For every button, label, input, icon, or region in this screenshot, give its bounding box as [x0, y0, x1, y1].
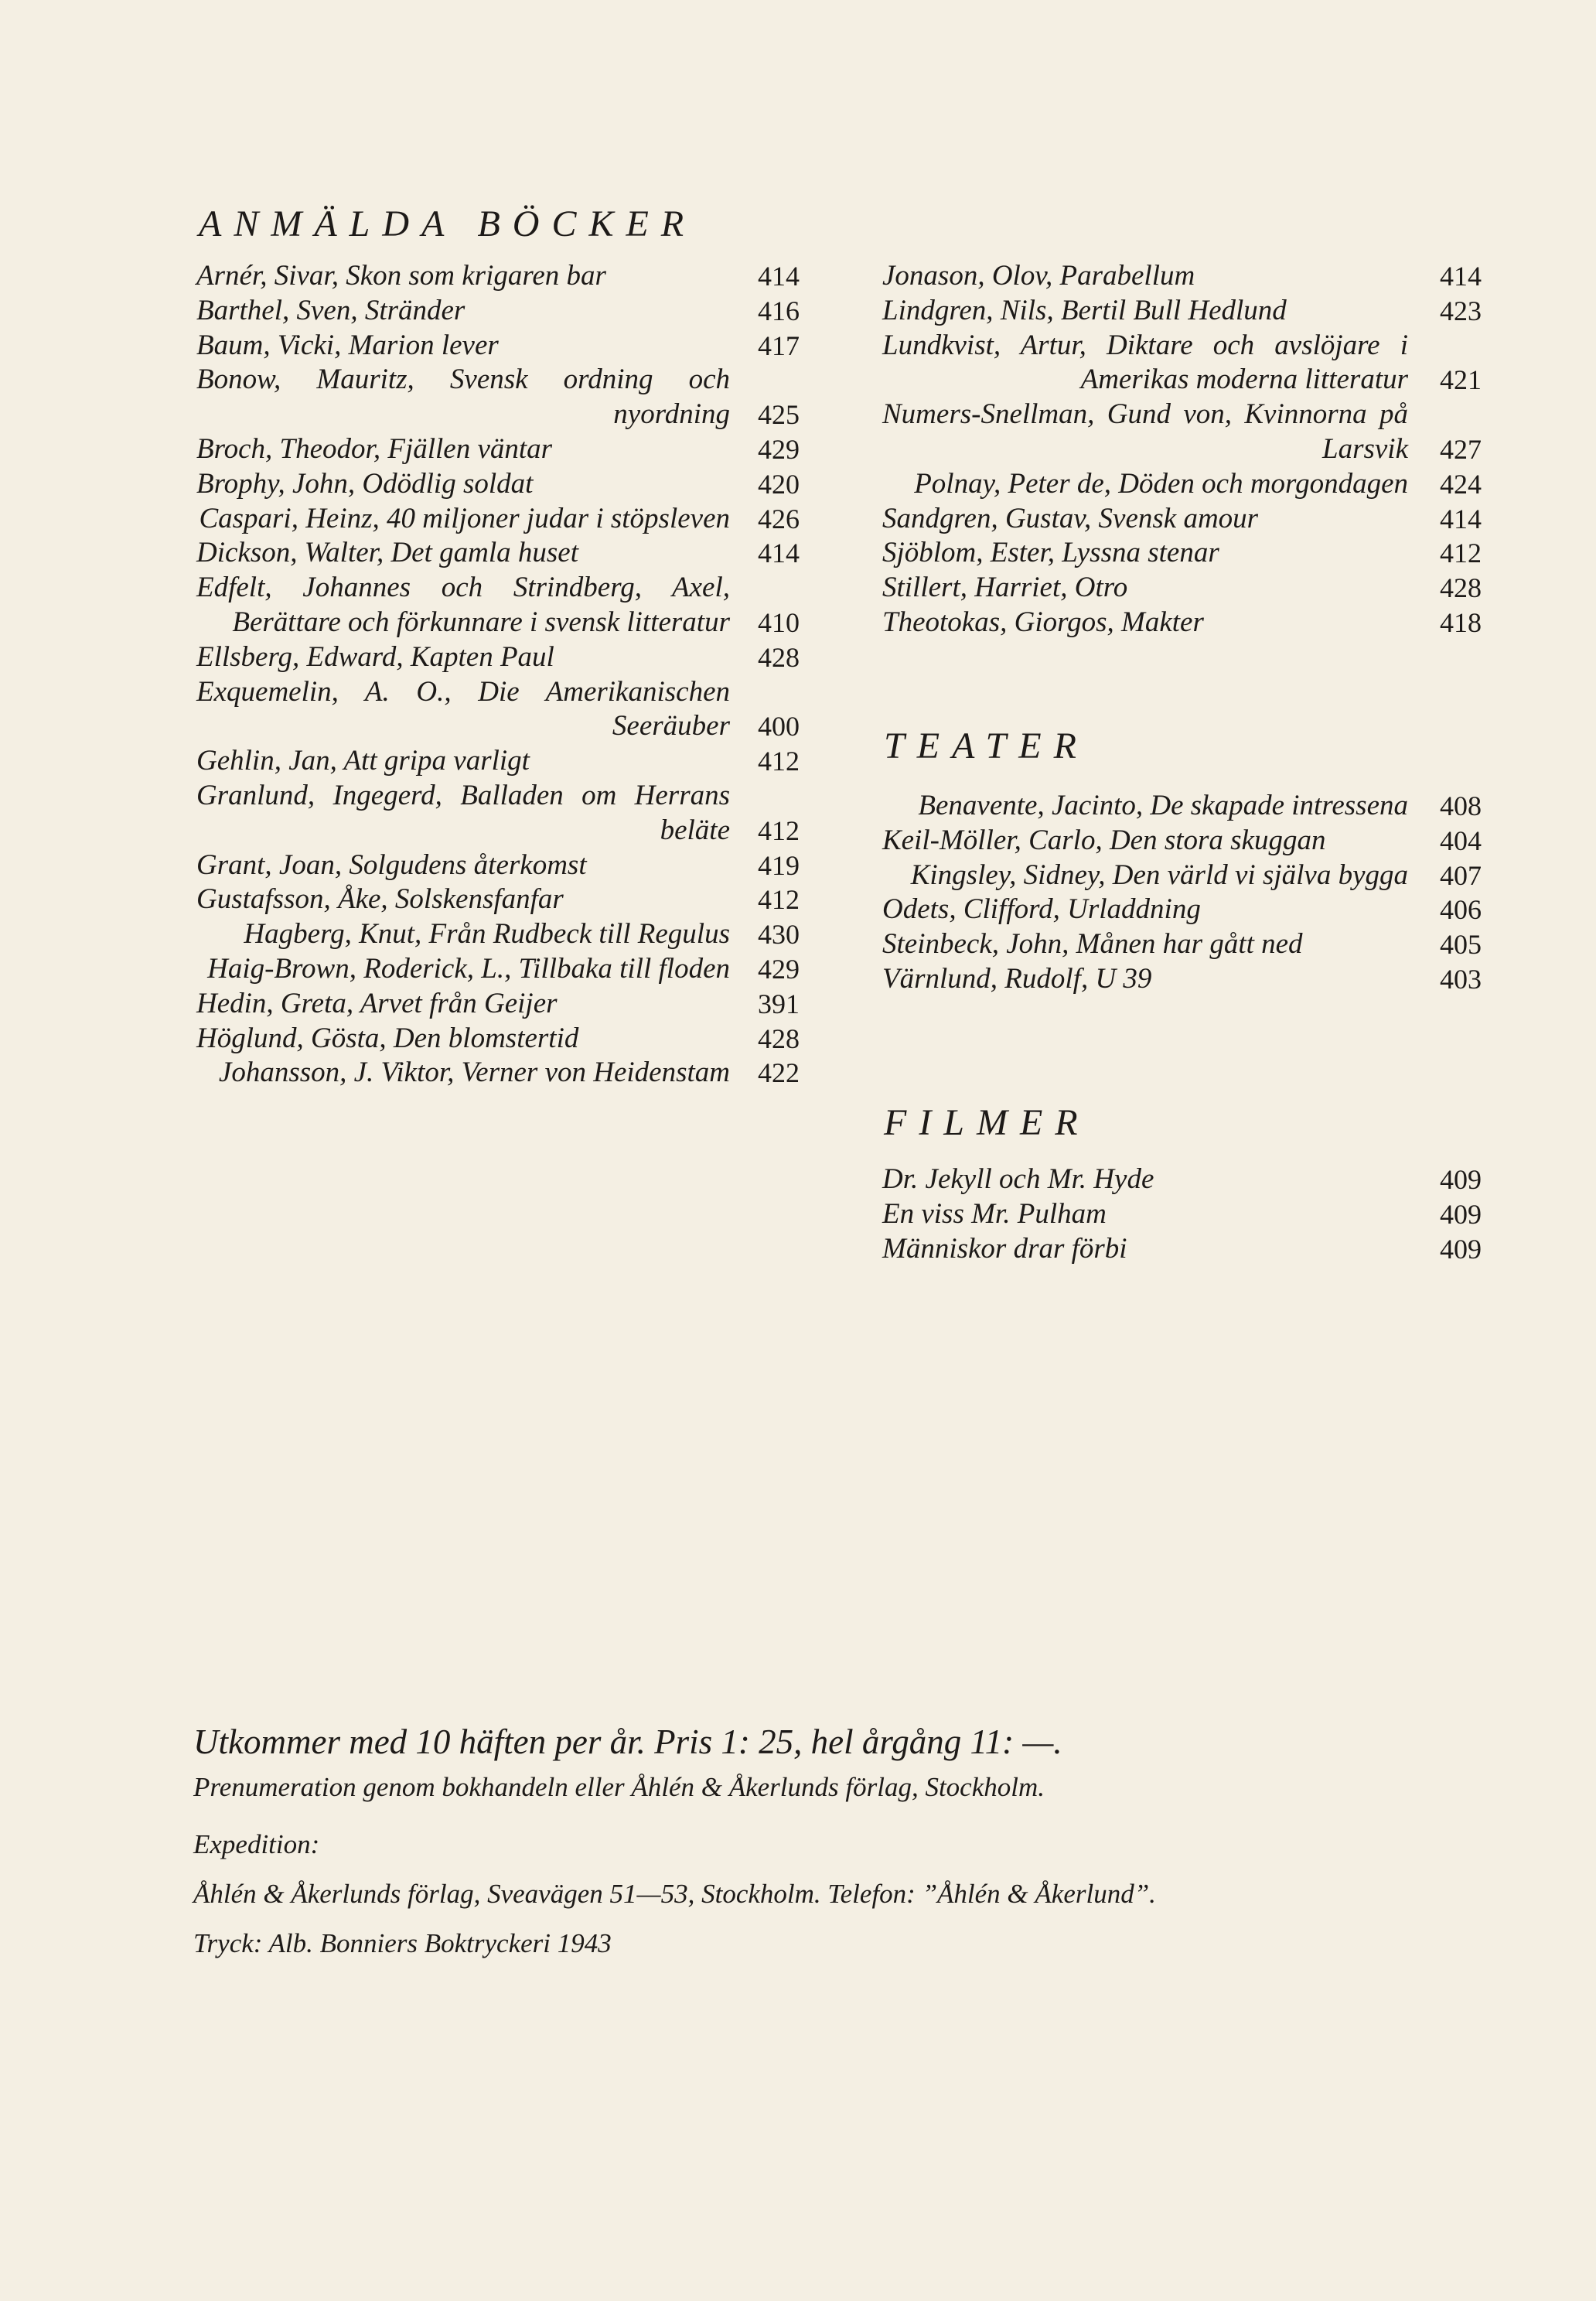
book-entry: [196, 571, 800, 640]
entry-text: Steinbeck, John, Månen har gått ned: [882, 928, 1303, 961]
teater-entry: [882, 962, 1482, 997]
entry-text: Bonow, Mauritz, Svensk ordning och nyordning: [196, 364, 730, 431]
teater-entry: [882, 859, 1482, 893]
entry-text: Gehlin, Jan, Att gripa varligt: [196, 745, 530, 777]
book-entry: [882, 536, 1482, 571]
page-number: 419: [758, 849, 800, 881]
entry-text: Kingsley, Sidney, Den värld vi själva bygga: [910, 859, 1408, 891]
imprint-footer: [193, 1719, 1156, 1963]
teater-heading: TEATER: [884, 725, 1089, 766]
entry-text: Dr. Jekyll och Mr. Hyde: [882, 1163, 1154, 1195]
book-entry: [196, 779, 800, 848]
entry-text: Odets, Clifford, Urladdning: [882, 893, 1201, 926]
page-number: 409: [1440, 1233, 1482, 1265]
book-entry: [196, 987, 800, 1022]
page-number: 414: [758, 261, 800, 292]
book-entry: [882, 571, 1482, 606]
book-entry: [882, 606, 1482, 640]
page-number: 403: [1440, 963, 1482, 995]
expedition-address: Åhlén & Åkerlunds förlag, Sveavägen 51—53, Stockholm. Telefon: ”Åhlén & Åkerlund”.: [193, 1879, 1156, 1909]
teater-entry: [882, 824, 1482, 859]
entry-text: Dickson, Walter, Det gamla huset: [196, 537, 578, 569]
page-number: 426: [758, 503, 800, 534]
page-number: 425: [758, 399, 800, 431]
page-number: 410: [758, 606, 800, 638]
book-entry: [882, 294, 1482, 329]
expedition-label: Expedition:: [193, 1829, 320, 1859]
book-entry: [196, 917, 800, 952]
page-number: 409: [1440, 1198, 1482, 1230]
book-entry: [196, 1056, 800, 1091]
page-number: 407: [1440, 859, 1482, 891]
page-number: 409: [1440, 1164, 1482, 1195]
page-number: 405: [1440, 929, 1482, 961]
teater-entry: [882, 893, 1482, 927]
entry-text: Keil-Möller, Carlo, Den stora skuggan: [882, 824, 1326, 856]
entry-text: Jonason, Olov, Parabellum: [882, 260, 1195, 292]
book-entry: [196, 329, 800, 364]
teater-column: [882, 789, 1482, 997]
entry-text: Sjöblom, Ester, Lyssna stenar: [882, 537, 1219, 569]
page-number: 404: [1440, 824, 1482, 856]
book-entry: [882, 398, 1482, 467]
page-number: 417: [758, 329, 800, 361]
books-right-column: [882, 259, 1482, 640]
entry-text: Ellsberg, Edward, Kapten Paul: [196, 640, 554, 673]
book-entry: [196, 952, 800, 987]
book-entry: [882, 467, 1482, 502]
page-number: 412: [758, 814, 800, 846]
book-entry: [196, 502, 800, 537]
entry-text: Värnlund, Rudolf, U 39: [882, 962, 1152, 995]
entry-text: Broch, Theodor, Fjällen väntar: [196, 432, 553, 465]
page-number: 414: [1440, 261, 1482, 292]
page-number: 427: [1440, 433, 1482, 465]
entry-text: Brophy, John, Odödlig soldat: [196, 467, 534, 500]
page-number: 416: [758, 295, 800, 326]
book-entry: [196, 432, 800, 467]
page-number: 428: [1440, 572, 1482, 604]
page-number: 422: [758, 1057, 800, 1089]
entry-text: Lindgren, Nils, Bertil Bull Hedlund: [882, 294, 1287, 326]
page-number: 421: [1440, 364, 1482, 396]
book-entry: [196, 640, 800, 675]
book-entry: [196, 536, 800, 571]
page-number: 412: [758, 884, 800, 916]
book-entry: [882, 259, 1482, 294]
entry-text: Theotokas, Giorgos, Makter: [882, 606, 1204, 638]
page-number: 412: [1440, 538, 1482, 569]
page-number: 414: [758, 538, 800, 569]
entry-text: Hagberg, Knut, Från Rudbeck till Regulus: [244, 918, 730, 951]
entry-text: Benavente, Jacinto, De skapade intressena: [918, 790, 1408, 821]
filmer-entry: [882, 1197, 1482, 1232]
page-number: 423: [1440, 295, 1482, 326]
page-number: 400: [758, 711, 800, 743]
entry-text: Grant, Joan, Solgudens återkomst: [196, 848, 587, 881]
filmer-column: [882, 1162, 1482, 1266]
page-number: 418: [1440, 606, 1482, 638]
filmer-entry: [882, 1162, 1482, 1197]
entry-text: Haig-Brown, Roderick, L., Tillbaka till floden: [207, 952, 730, 985]
entry-text: Stillert, Harriet, Otro: [882, 572, 1128, 604]
entry-text: Hedin, Greta, Arvet från Geijer: [196, 987, 558, 1019]
page-number: 424: [1440, 468, 1482, 500]
entry-text: Höglund, Gösta, Den blomstertid: [196, 1022, 579, 1054]
page-number: 429: [758, 433, 800, 465]
teater-entry: [882, 927, 1482, 962]
book-entry: [196, 744, 800, 779]
page-number: 428: [758, 641, 800, 673]
page-number: 429: [758, 953, 800, 985]
page-number: 408: [1440, 790, 1482, 821]
entry-text: Barthel, Sven, Stränder: [196, 294, 466, 326]
publication-info: Utkommer med 10 häften per år. Pris 1: 25, hel årgång 11: —.: [193, 1722, 1062, 1761]
book-entry: [196, 675, 800, 745]
entry-text: En viss Mr. Pulham: [882, 1197, 1107, 1230]
book-entry: [196, 294, 800, 329]
entry-text: Lundkvist, Artur, Diktare och avslöjare i Amerikas moderna litteratur: [882, 329, 1408, 396]
entry-text: Arnér, Sivar, Skon som krigaren bar: [196, 260, 606, 292]
book-entry: [882, 502, 1482, 537]
teater-entry: [882, 789, 1482, 824]
entry-text: Gustafsson, Åke, Solskensfanfar: [196, 883, 564, 916]
entry-text: Johansson, J. Viktor, Verner von Heidenstam: [218, 1057, 730, 1089]
book-entry: [196, 883, 800, 917]
book-entry: [882, 329, 1482, 398]
book-entry: [196, 467, 800, 502]
filmer-heading: FILMER: [884, 1102, 1090, 1143]
entry-text: Polnay, Peter de, Döden och morgondagen: [914, 467, 1408, 500]
book-entry: [196, 363, 800, 432]
entry-text: Numers-Snellman, Gund von, Kvinnorna på Larsvik: [882, 398, 1408, 465]
books-heading: ANMÄLDA BÖCKER: [199, 203, 697, 244]
book-entry: [196, 1022, 800, 1057]
entry-text: Edfelt, Johannes och Strindberg, Axel, Berättare och förkunnare i svensk litteratur: [196, 572, 730, 638]
entry-text: Sandgren, Gustav, Svensk amour: [882, 502, 1259, 534]
book-entry: [196, 259, 800, 294]
entry-text: Exquemelin, A. O., Die Amerikanischen Seeräuber: [196, 675, 730, 743]
entry-text: Granlund, Ingegerd, Balladen om Herrans beläte: [196, 779, 730, 846]
page-number: 430: [758, 919, 800, 951]
book-entry: [196, 848, 800, 883]
books-left-column: [196, 259, 800, 1091]
page-number: 428: [758, 1022, 800, 1054]
page-number: 420: [758, 468, 800, 500]
page-number: 414: [1440, 503, 1482, 534]
page-number: 412: [758, 746, 800, 777]
page-number: 406: [1440, 894, 1482, 926]
entry-text: Människor drar förbi: [882, 1232, 1127, 1265]
filmer-entry: [882, 1232, 1482, 1267]
entry-text: Baum, Vicki, Marion lever: [196, 329, 499, 361]
entry-text: Caspari, Heinz, 40 miljoner judar i stöpsleven: [199, 502, 730, 534]
printer-info: Tryck: Alb. Bonniers Boktryckeri 1943: [193, 1928, 612, 1958]
page-number: 391: [758, 988, 800, 1019]
subscription-info: Prenumeration genom bokhandeln eller Åhlén & Åkerlunds förlag, Stockholm.: [193, 1772, 1045, 1802]
